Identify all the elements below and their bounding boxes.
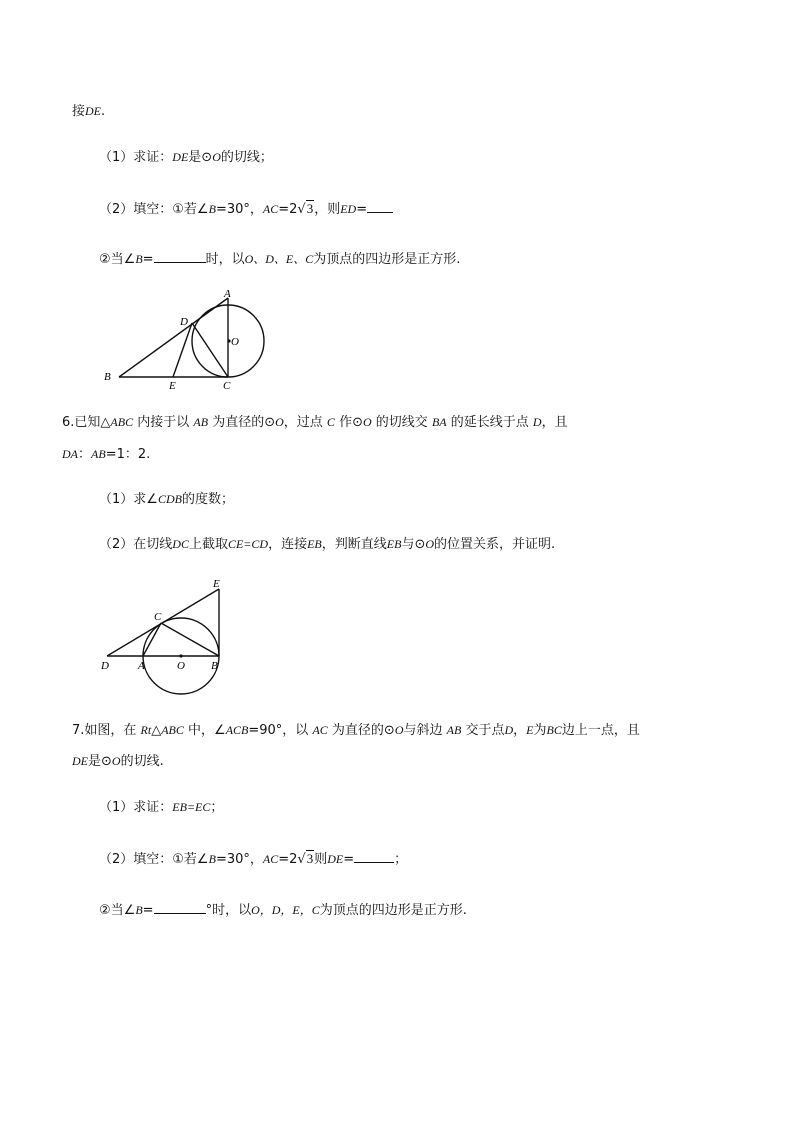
label-e: E — [169, 380, 176, 392]
q5-part1: （1）求证：DE是⊙O的切线； — [99, 150, 273, 165]
label-d: D — [180, 316, 188, 328]
q6-stem-line1: 6.已知△ABC 内接于以 AB 为直径的⊙O，过点 C 作⊙O 的切线交 BA 的延长线于点 D，且 — [62, 415, 568, 430]
center-dot — [179, 654, 182, 657]
label-b: B — [104, 371, 111, 383]
segment-cb — [161, 623, 219, 656]
label-e: E — [213, 578, 220, 590]
sqrt-symbol: √3 — [297, 201, 314, 217]
segment-ba — [119, 298, 228, 377]
segment-dc — [192, 323, 228, 377]
sqrt-symbol: √3 — [297, 851, 314, 867]
answer-blank[interactable] — [154, 249, 206, 263]
q6-part2: （2）在切线DC上截取CE=CD，连接EB，判断直线EB与⊙O的位置关系，并证明. — [99, 537, 556, 552]
label-c: C — [223, 380, 231, 392]
q7-part2: （2）填空：①若∠B=30°，AC=2√3则DE= ； — [99, 851, 408, 867]
label-o: O — [231, 336, 239, 348]
segment-ca — [143, 623, 161, 656]
label-d: D — [101, 660, 109, 672]
q5-part2-second: ②当∠B= 时，以O、D、E、C为顶点的四边形是正方形. — [99, 249, 460, 269]
answer-blank[interactable] — [154, 900, 206, 914]
q6-stem-line2: DA：AB=1：2. — [62, 447, 151, 462]
answer-blank[interactable] — [367, 199, 393, 213]
q5-continuation-line: 接DE. — [72, 104, 106, 119]
q5-figure — [100, 283, 280, 393]
q7-stem-line2: DE是⊙O的切线. — [72, 754, 164, 769]
label-a: A — [224, 288, 231, 300]
label-a: A — [138, 660, 145, 672]
answer-blank[interactable] — [354, 849, 394, 863]
q5-part2: （2）填空：①若∠B=30°，AC=2√3，则ED= — [99, 199, 393, 219]
q7-part1: （1）求证：EB=EC； — [99, 800, 224, 815]
q7-part2-second: ②当∠B= °时，以O，D，E，C为顶点的四边形是正方形. — [99, 900, 467, 920]
label-o: O — [177, 660, 185, 672]
label-b: B — [211, 660, 218, 672]
q6-part1: （1）求∠CDB的度数； — [99, 492, 234, 507]
q7-stem-line1: 7.如图，在 Rt△ABC 中，∠ACB=90°，以 AC 为直径的⊙O与斜边 AB 交于点D，E为BC边上一点，且 — [72, 723, 640, 738]
q6-figure — [95, 574, 235, 696]
label-c: C — [154, 611, 162, 623]
